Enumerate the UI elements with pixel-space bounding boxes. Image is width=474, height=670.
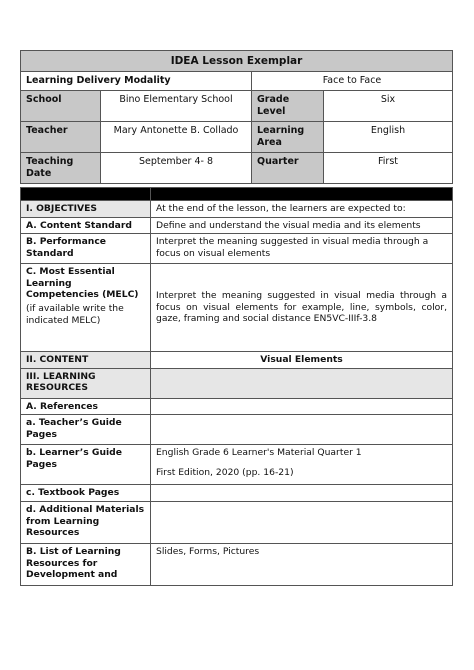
teachers-guide-label: a. Teacher’s Guide Pages	[21, 415, 151, 445]
learners-material-text: English Grade 6 Learner's Material Quarter 1	[156, 447, 362, 459]
learners-guide-cell	[151, 445, 453, 485]
quarter-label: Quarter	[252, 153, 324, 184]
teacher-value: Mary Antonette B. Collado	[101, 122, 252, 153]
lesson-plan-table	[20, 187, 453, 586]
list-of-resources-text: Slides, Forms, Pictures	[151, 543, 453, 585]
melc-text: Interpret the meaning suggested in visual media through a focus on visual elements for example, line, symbols, color, gaze, framing and social distance EN5VC-IIIf-3.8	[151, 264, 453, 352]
textbook-pages-empty	[151, 485, 453, 502]
content-text: Visual Elements	[151, 352, 453, 369]
modality-label: Learning Delivery Modality	[21, 72, 252, 91]
melc-label: C. Most Essential Learning Competencies (MELC)	[26, 266, 139, 301]
teaching-date-value: September 4- 8	[101, 153, 252, 184]
objectives-text: At the end of the lesson, the learners are expected to:	[151, 201, 453, 218]
learners-guide-label: b. Learner’s Guide Pages	[21, 445, 151, 485]
grade-level-value: Six	[324, 91, 453, 122]
learning-resources-label: III. LEARNING RESOURCES	[21, 368, 151, 398]
header-band	[21, 188, 453, 201]
exemplar-title: IDEA Lesson Exemplar	[21, 51, 453, 72]
school-value: Bino Elementary School	[101, 91, 252, 122]
edition-text: First Edition, 2020 (pp. 16-21)	[156, 466, 294, 478]
school-label: School	[21, 91, 101, 122]
performance-standard-label: B. Performance Standard	[21, 234, 151, 264]
melc-note: (if available write the indicated MELC)	[26, 302, 124, 326]
teaching-date-label: Teaching Date	[21, 153, 101, 184]
content-label: II. CONTENT	[21, 352, 151, 369]
list-of-resources-label: B. List of Learning Resources for Development and	[21, 543, 151, 585]
teacher-label: Teacher	[21, 122, 101, 153]
content-standard-label: A. Content Standard	[21, 217, 151, 234]
quarter-value: First	[324, 153, 453, 184]
grade-level-label: Grade Level	[252, 91, 324, 122]
melc-cell	[21, 264, 151, 352]
modality-value: Face to Face	[252, 72, 453, 91]
learning-area-value: English	[324, 122, 453, 153]
performance-standard-text: Interpret the meaning suggested in visual media through a focus on visual elements	[151, 234, 453, 264]
references-empty	[151, 398, 453, 415]
content-standard-text: Define and understand the visual media and its elements	[151, 217, 453, 234]
references-label: A. References	[21, 398, 151, 415]
learning-resources-empty	[151, 368, 453, 398]
additional-materials-empty	[151, 501, 453, 543]
objectives-label: I. OBJECTIVES	[21, 201, 151, 218]
lesson-info-table	[20, 50, 453, 184]
additional-materials-label: d. Additional Materials from Learning Resources	[21, 501, 151, 543]
learning-area-label: Learning Area	[252, 122, 324, 153]
textbook-pages-label: c. Textbook Pages	[21, 485, 151, 502]
teachers-guide-empty	[151, 415, 453, 445]
